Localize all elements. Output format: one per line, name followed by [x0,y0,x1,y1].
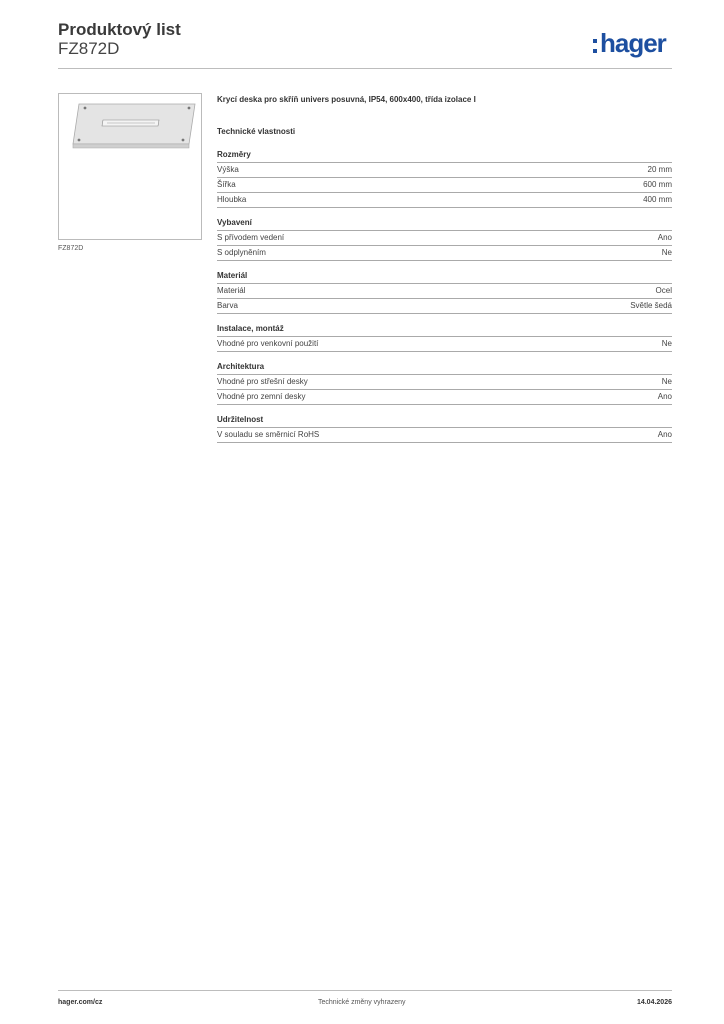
spec-label: S přívodem vedení [217,233,285,242]
product-code: FZ872D [58,39,120,58]
spec-row [217,284,672,299]
spec-label: Vhodné pro venkovní použití [217,339,319,348]
spec-row [217,337,672,352]
spec-value: 400 mm [643,195,672,204]
spec-row [217,178,672,193]
spec-value: Ocel [655,286,672,295]
spec-label: S odplyněním [217,248,266,257]
cover-plate-icon [59,94,201,239]
product-description: Krycí deska pro skříň univers posuvná, IP54, 600x400, třída izolace I [217,95,476,104]
spec-row [217,163,672,178]
footer-divider [58,990,672,991]
footer-note: Technické změny vyhrazeny [318,999,406,1006]
spec-label: V souladu se směrnicí RoHS [217,430,320,439]
spec-value: Ano [657,430,672,439]
section-title: Architektura [217,362,672,375]
tech-heading: Technické vlastnosti [217,127,296,136]
spec-section [217,324,672,352]
spec-label: Barva [217,301,238,310]
spec-label: Výška [217,165,239,174]
spec-label: Hloubka [217,195,247,204]
logo-colon-icon [593,39,597,53]
spec-value: Světle šedá [630,301,672,310]
spec-value: Ano [657,233,672,242]
spec-row [217,193,672,208]
product-image [58,93,202,240]
section-title: Udržitelnost [217,415,672,428]
spec-value: 600 mm [643,180,672,189]
spec-label: Materiál [217,286,246,295]
spec-value: Ne [661,339,672,348]
header-divider [58,68,672,69]
spec-value: Ne [661,248,672,257]
logo-text: hager [600,28,666,58]
spec-section [217,271,672,314]
page-title: Produktový list [58,20,181,39]
product-details [217,90,672,453]
spec-row [217,428,672,443]
spec-row [217,231,672,246]
footer-date: 14.04.2026 [636,999,672,1006]
spec-section [217,150,672,208]
section-title: Materiál [217,271,672,284]
image-caption: FZ872D [58,245,84,252]
hager-logo[interactable] [593,28,666,58]
spec-section [217,415,672,443]
spec-value: 20 mm [647,165,672,174]
footer-website[interactable]: hager.com/cz [58,999,103,1006]
spec-row [217,299,672,314]
section-title: Vybavení [217,218,672,231]
spec-section [217,362,672,405]
spec-row [217,246,672,261]
spec-section [217,218,672,261]
spec-label: Vhodné pro zemní desky [217,392,306,401]
spec-row [217,390,672,405]
spec-label: Vhodné pro střešní desky [217,377,308,386]
section-title: Instalace, montáž [217,324,672,337]
spec-sections [217,150,672,443]
spec-label: Šířka [217,180,236,189]
spec-value: Ne [661,377,672,386]
section-title: Rozměry [217,150,672,163]
spec-row [217,375,672,390]
spec-value: Ano [657,392,672,401]
